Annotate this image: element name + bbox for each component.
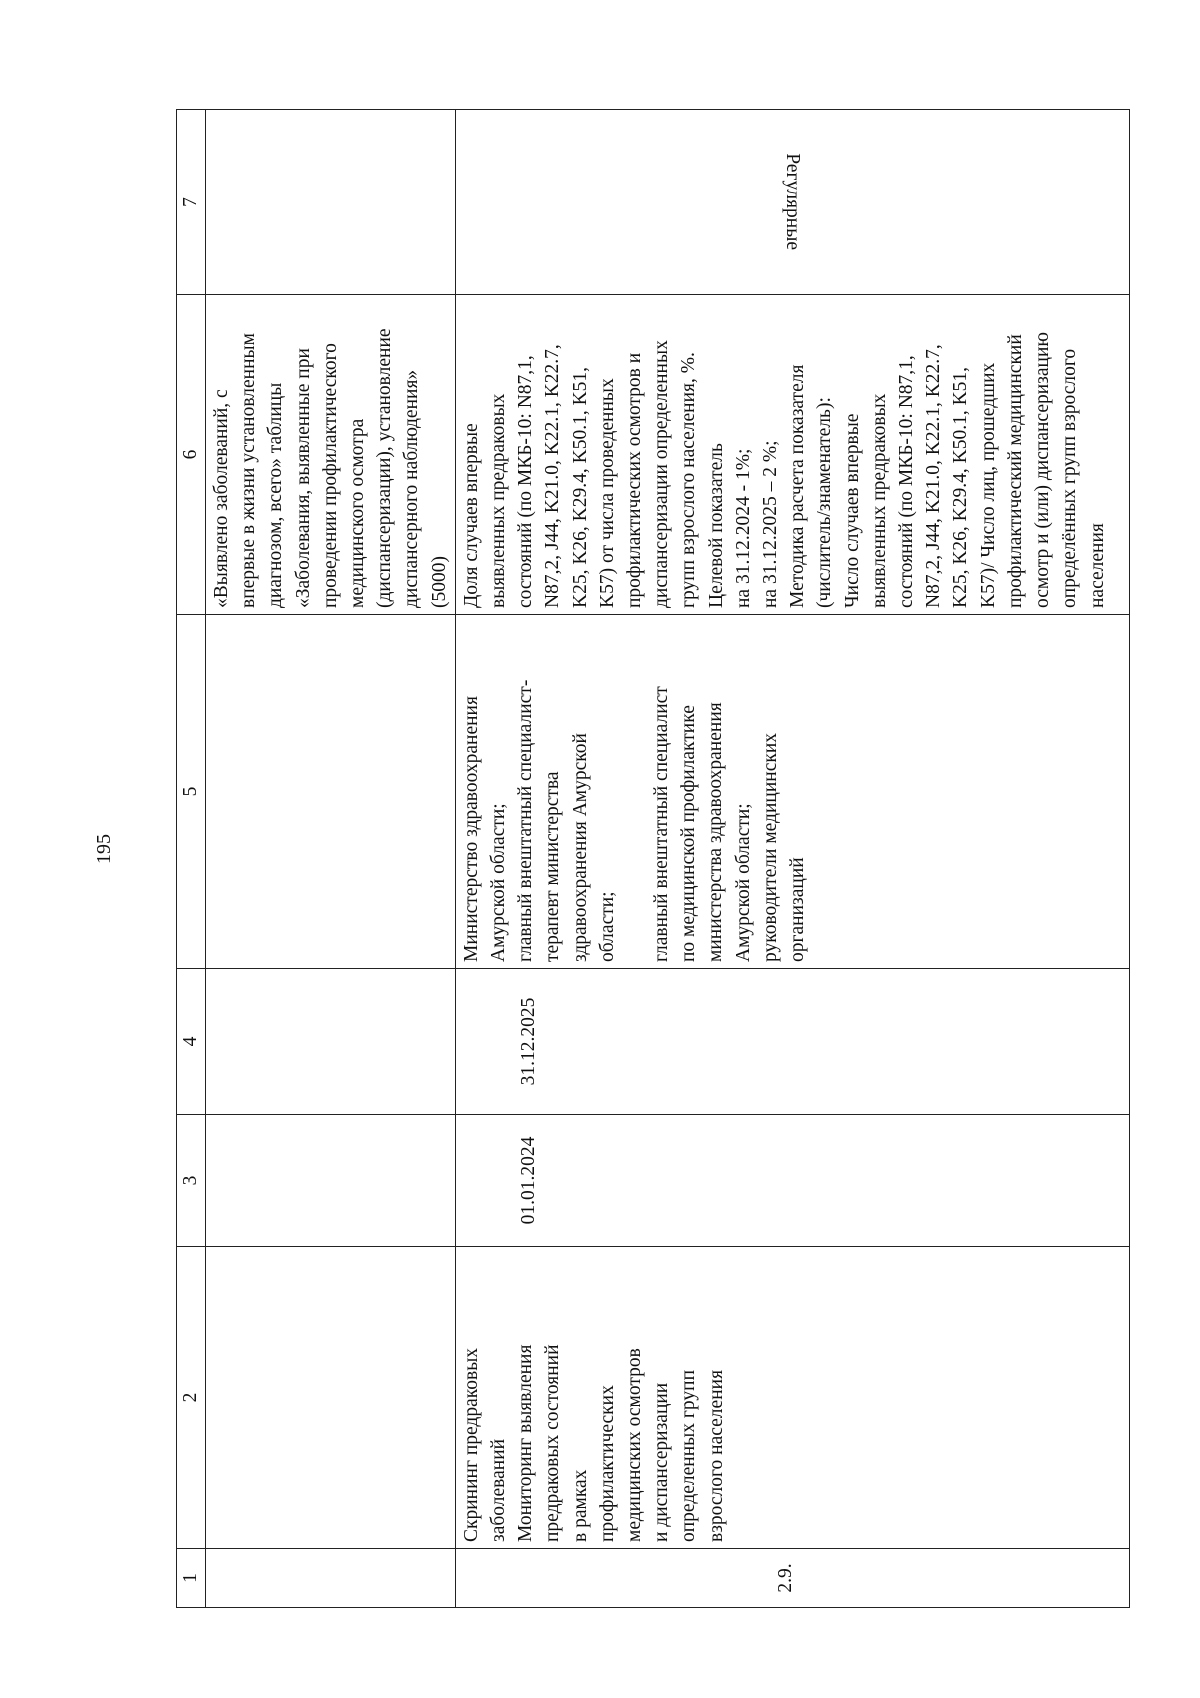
indicator-line: выявленных предраковых xyxy=(868,393,890,608)
header-cell: 6 xyxy=(177,295,206,615)
start-date: 01.01.2024 xyxy=(517,1136,539,1225)
description-line: «Выявлено заболеваний, с xyxy=(211,389,232,608)
line-spacer xyxy=(621,621,648,962)
responsible-line: главный внештатный специалист xyxy=(651,686,673,962)
indicator-line: на 31.12.2025 – 2 %; xyxy=(760,440,782,608)
responsible-line: терапевт министерства xyxy=(542,771,564,962)
table-row xyxy=(455,110,1129,1608)
header-cell: 3 xyxy=(177,1115,206,1247)
empty-cell xyxy=(206,110,456,295)
header-row xyxy=(177,110,206,1608)
header-cell: 7 xyxy=(177,110,206,295)
empty-cell xyxy=(206,969,456,1115)
empty-cell xyxy=(206,1549,456,1608)
header-cell: 5 xyxy=(177,615,206,969)
indicator-line: профилактический медицинский xyxy=(1004,334,1026,608)
title-line: определенных групп xyxy=(678,1369,700,1542)
indicator-line: определённых групп взрослого xyxy=(1059,348,1081,608)
indicator-line: диспансеризации определенных xyxy=(651,340,673,608)
table-row xyxy=(206,110,456,1608)
empty-cell xyxy=(206,1115,456,1247)
title-line: профилактических xyxy=(596,1385,618,1542)
indicator-line: осмотр и (или) диспансеризацию xyxy=(1032,332,1054,608)
empty-cell xyxy=(206,615,456,969)
responsible-line: главный внештатный специалист- xyxy=(515,679,537,962)
status-text: Регулярные xyxy=(782,153,804,251)
responsible-line: руководители медицинских xyxy=(759,732,781,962)
description-line: (5000) xyxy=(428,556,450,608)
indicator-line: профилактических осмотров и xyxy=(624,352,646,608)
indicator-line: (числитель/знаменатель): xyxy=(814,397,836,608)
indicator-line: N87,2, J44, K21.0, K22.1, K22.7, xyxy=(542,344,564,608)
responsible-line: Амурской области; xyxy=(732,803,754,962)
title-line: заболеваний xyxy=(488,1438,510,1542)
status-cell xyxy=(455,110,1129,295)
title-line: предраковых состояний xyxy=(542,1344,564,1542)
document-sheet xyxy=(176,110,1130,1608)
indicator-line: состояний (по МКБ-10: N87,1, xyxy=(515,355,537,608)
description-cell xyxy=(206,295,456,615)
indicator-line: K25, K26, K29.4, K50.1, K51, xyxy=(950,366,972,608)
empty-cell xyxy=(206,1247,456,1549)
page-number: 195 xyxy=(93,834,115,864)
title-line: медицинских осмотров xyxy=(624,1348,646,1542)
title-line: взрослого населения xyxy=(705,1369,727,1542)
header-cell: 1 xyxy=(177,1549,206,1608)
description-line: диспансерного наблюдения» xyxy=(401,369,423,608)
indicator-line: Число случаев впервые xyxy=(841,413,863,608)
description-line: медицинского осмотра xyxy=(347,418,369,608)
description-line: проведении профилактического xyxy=(319,343,341,608)
start-date-cell xyxy=(455,1115,1129,1247)
responsible-line: здравоохранения Амурской xyxy=(569,733,591,962)
item-title-cell xyxy=(455,1247,1129,1549)
item-number: 2.9. xyxy=(774,1563,796,1593)
indicator-line: Доля случаев впервые xyxy=(460,423,482,608)
indicator-line: K57) от числа проведенных xyxy=(596,378,618,608)
description-line: «Заболевания, выявленные при xyxy=(292,348,314,608)
responsible-line: министерства здравоохранения xyxy=(705,702,727,962)
title-line: Скрининг предраковых xyxy=(460,1347,482,1542)
indicator-line: на 31.12.2024 - 1%; xyxy=(732,448,754,608)
header-cell: 2 xyxy=(177,1247,206,1549)
end-date: 31.12.2025 xyxy=(517,997,539,1086)
indicator-line: Методика расчета показателя xyxy=(787,364,809,608)
title-line: в рамках xyxy=(569,1469,591,1542)
title-line: и диспансеризации xyxy=(651,1382,673,1542)
responsible-line: организаций xyxy=(787,857,809,962)
indicator-line: выявленных предраковых xyxy=(488,393,510,608)
indicator-line: Целевой показатель xyxy=(705,443,727,608)
responsible-line: области; xyxy=(596,891,618,962)
description-line: диагнозом, всего» таблицы xyxy=(265,382,287,608)
description-line: (диспансеризации), установление xyxy=(374,328,396,608)
indicator-line: K25, K26, K29.4, K50.1, K51, xyxy=(569,366,591,608)
indicator-line: состояний (по МКБ-10: N87,1, xyxy=(896,355,918,608)
plan-table xyxy=(176,109,1130,1608)
indicator-line: групп взрослого населения, %. xyxy=(678,352,700,608)
responsible-line: Амурской области; xyxy=(488,803,510,962)
responsible-line: Министерство здравоохранения xyxy=(460,696,482,962)
indicator-line: N87,2, J44, K21.0, K22.1, K22.7, xyxy=(923,344,945,608)
indicator-line: K57)/ Число лиц, прошедших xyxy=(977,362,999,608)
indicator-line: населения xyxy=(1086,523,1108,608)
header-cell: 4 xyxy=(177,969,206,1115)
end-date-cell xyxy=(455,969,1129,1115)
indicator-cell xyxy=(455,295,1129,615)
item-number-cell xyxy=(455,1549,1129,1608)
responsible-line: по медицинской профилактике xyxy=(678,705,700,962)
title-line: Мониторинг выявления xyxy=(515,1344,537,1542)
responsible-cell xyxy=(455,615,1129,969)
description-line: впервые в жизни установленным xyxy=(238,333,260,608)
